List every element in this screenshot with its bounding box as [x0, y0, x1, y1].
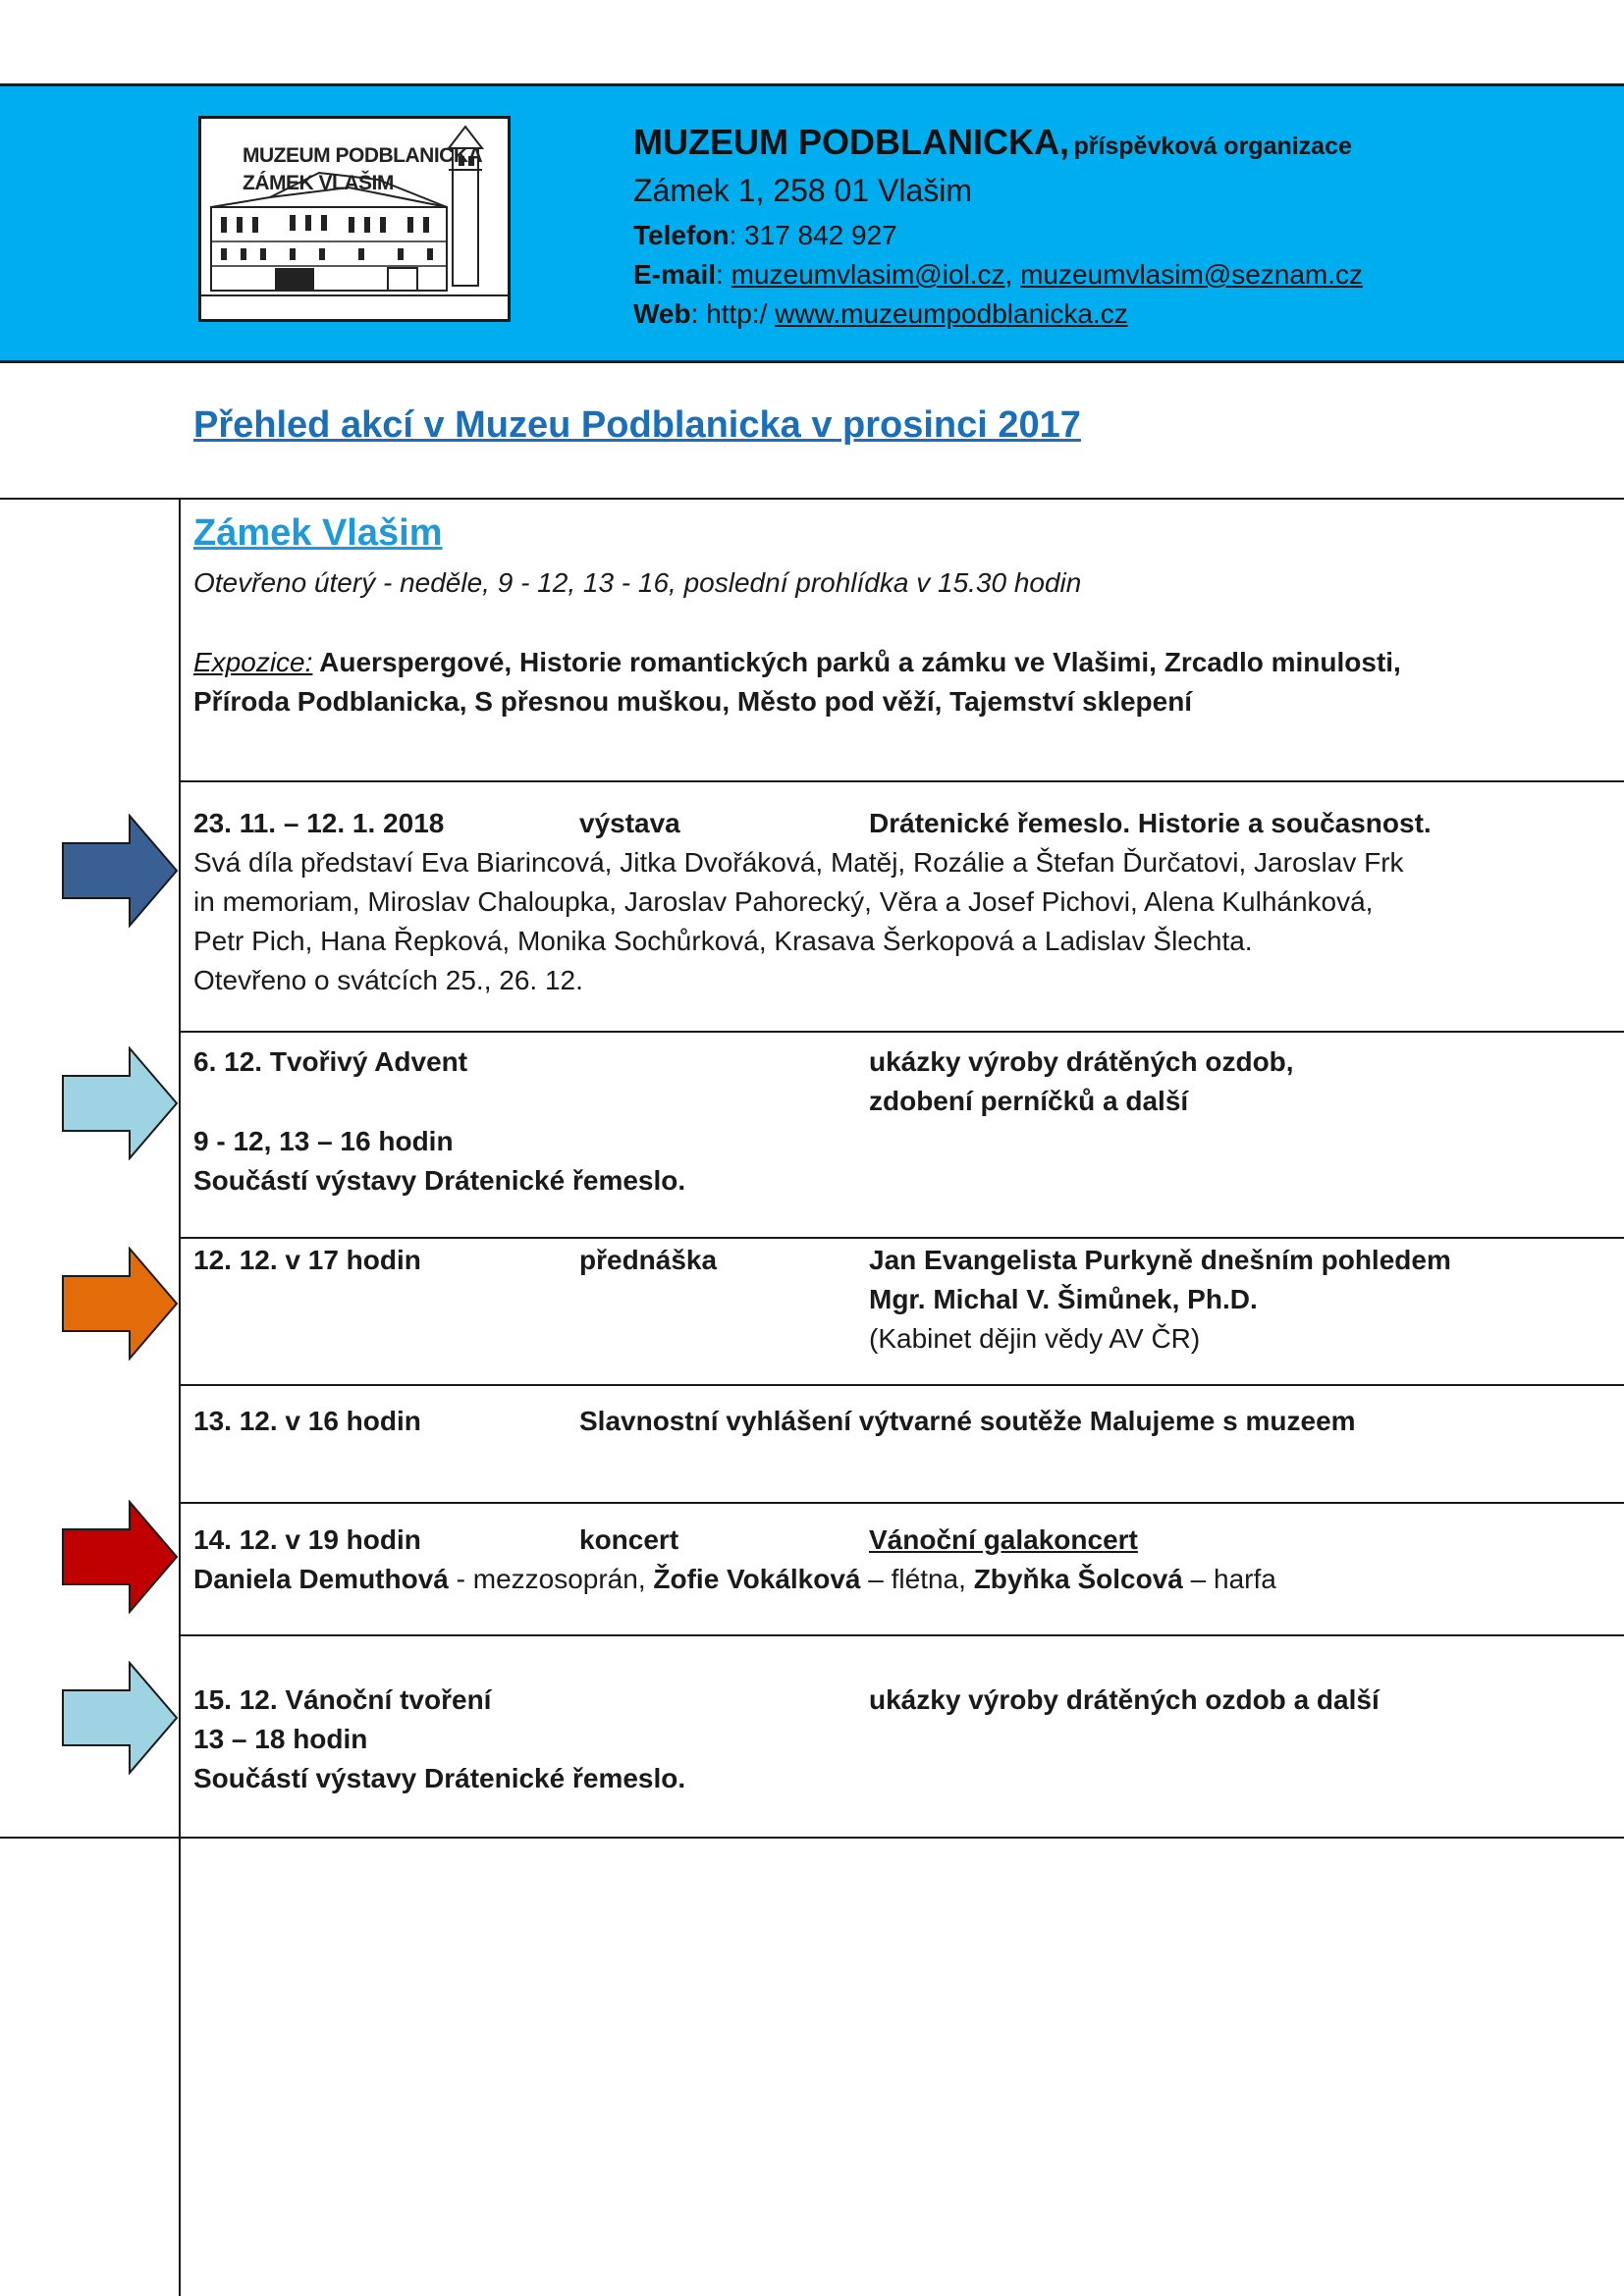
- event-3-affiliation: (Kabinet dějin vědy AV ČR): [869, 1323, 1201, 1354]
- divider-2: [179, 1031, 1624, 1033]
- event-5-date: 14. 12. v 19 hodin: [193, 1524, 421, 1555]
- event-3-type: přednáška: [579, 1245, 718, 1275]
- opening-hours: Otevřeno úterý - neděle, 9 - 12, 13 - 16, poslední prohlídka v 15.30 hodin: [193, 567, 1082, 598]
- event-6-desc: ukázky výroby drátěných ozdob a další: [869, 1684, 1380, 1715]
- event-2-desc-line-1: ukázky výroby drátěných ozdob,: [869, 1046, 1294, 1077]
- event-5-title: Vánoční galakoncert: [869, 1524, 1138, 1555]
- email-link-2[interactable]: muzeumvlasim@seznam.cz: [1020, 259, 1364, 290]
- divider-5: [179, 1502, 1624, 1504]
- event-1-desc-line-3: Petr Pich, Hana Řepková, Monika Sochůrková, Krasava Šerkopová a Ladislav Šlechta.: [193, 926, 1253, 956]
- arrow-right-icon: [61, 814, 179, 928]
- arrow-fill-3: [63, 1249, 177, 1359]
- event-4-date: 13. 12. v 16 hodin: [193, 1406, 421, 1436]
- web-prefix: : http:/: [690, 298, 776, 329]
- arrow-fill-5: [63, 1502, 177, 1612]
- arrow-right-icon: [61, 1046, 179, 1160]
- event-6-date: 15. 12. Vánoční tvoření: [193, 1684, 492, 1715]
- event-1-type: výstava: [579, 808, 680, 838]
- divider-6: [179, 1634, 1624, 1636]
- event-3-title: Jan Evangelista Purkyně dnešním pohledem: [869, 1245, 1451, 1275]
- org-type: příspěvková organizace: [1073, 133, 1352, 160]
- phone-line: [633, 220, 897, 251]
- event-1-date: 23. 11. – 12. 1. 2018: [193, 808, 445, 838]
- logo-text-line2: ZÁMEK VLAŠIM: [243, 172, 394, 194]
- event-1-desc-line-4: Otevřeno o svátcích 25., 26. 12.: [193, 965, 583, 995]
- web-link[interactable]: www.muzeumpodblanicka.cz: [775, 298, 1128, 329]
- event-2-note: Součástí výstavy Drátenické řemeslo.: [193, 1165, 686, 1196]
- event-5-type: koncert: [579, 1524, 679, 1555]
- arrow-fill-1: [63, 816, 177, 926]
- event-3-speaker: Mgr. Michal V. Šimůnek, Ph.D.: [869, 1284, 1258, 1314]
- web-label: Web: [633, 298, 691, 329]
- divider-top: [0, 498, 1624, 500]
- event-1-desc-line-1: Svá díla představí Eva Biarincová, Jitka Dvořáková, Matěj, Rozálie a Štefan Ďurčatovi, Jaroslav Frk: [193, 847, 1404, 878]
- address: Zámek 1, 258 01 Vlašim: [633, 173, 973, 208]
- email-line: [633, 259, 1363, 291]
- event-2-desc-line-2: zdobení perníčků a další: [869, 1086, 1189, 1116]
- arrow-right-icon: [61, 1500, 179, 1614]
- email-separator: :: [716, 259, 731, 290]
- divider-bottom: [0, 1837, 1624, 1839]
- email-label: E-mail: [633, 259, 717, 290]
- page-title: Přehled akcí v Muzeu Podblanicka v prosinci 2017: [193, 404, 1081, 446]
- event-4-title: Slavnostní vyhlášení výtvarné soutěže Malujeme s muzeem: [579, 1406, 1356, 1436]
- performer-3-role: – harfa: [1182, 1564, 1276, 1594]
- divider-4: [179, 1384, 1624, 1386]
- vertical-rule: [179, 499, 181, 2296]
- event-1-desc-line-2: in memoriam, Miroslav Chaloupka, Jaroslav Pahorecký, Věra a Josef Pichovi, Alena Kulhánková,: [193, 886, 1374, 917]
- performer-2: Žofie Vokálková: [653, 1564, 861, 1594]
- arrow-fill-2: [63, 1048, 177, 1158]
- exposition-list-1: Auerspergové, Historie romantických parků a zámku ve Vlašimi, Zrcadlo minulosti,: [312, 647, 1401, 677]
- museum-logo: [198, 116, 511, 322]
- event-2-time: 9 - 12, 13 – 16 hodin: [193, 1126, 454, 1156]
- event-2-date: 6. 12. Tvořivý Advent: [193, 1046, 468, 1077]
- email-link-1[interactable]: muzeumvlasim@iol.cz: [731, 259, 1005, 290]
- exposition-line-1: [193, 647, 1401, 678]
- email-comma: ,: [1004, 259, 1021, 290]
- section-heading: Zámek Vlašim: [193, 512, 443, 554]
- performer-3: Zbyňka Šolcová: [973, 1564, 1183, 1594]
- event-6-time: 13 – 18 hodin: [193, 1724, 368, 1754]
- event-1-title: Drátenické řemeslo. Historie a současnost.: [869, 808, 1432, 838]
- logo-text-line1: MUZEUM PODBLANICKA: [243, 144, 483, 167]
- divider-1: [179, 780, 1624, 782]
- arrow-right-icon: [61, 1661, 179, 1775]
- event-3-date: 12. 12. v 17 hodin: [193, 1245, 421, 1275]
- web-line: [633, 298, 1128, 330]
- exposition-label: Expozice:: [193, 647, 313, 677]
- event-6-note: Součástí výstavy Drátenické řemeslo.: [193, 1763, 686, 1793]
- arrow-right-icon: [61, 1247, 179, 1361]
- performer-2-role: – flétna,: [860, 1564, 974, 1594]
- phone-number: : 317 842 927: [729, 220, 897, 250]
- event-5-performers: [193, 1564, 1276, 1595]
- arrow-fill-6: [63, 1663, 177, 1773]
- exposition-list-2: Příroda Podblanicka, S přesnou muškou, Město pod věží, Tajemství sklepení: [193, 686, 1193, 717]
- divider-3: [179, 1237, 1624, 1239]
- org-name-line: [633, 122, 1352, 163]
- performer-1: Daniela Demuthová: [193, 1564, 449, 1594]
- performer-1-role: - mezzosoprán,: [448, 1564, 654, 1594]
- phone-label: Telefon: [633, 220, 730, 250]
- org-name: MUZEUM PODBLANICKA,: [633, 122, 1069, 162]
